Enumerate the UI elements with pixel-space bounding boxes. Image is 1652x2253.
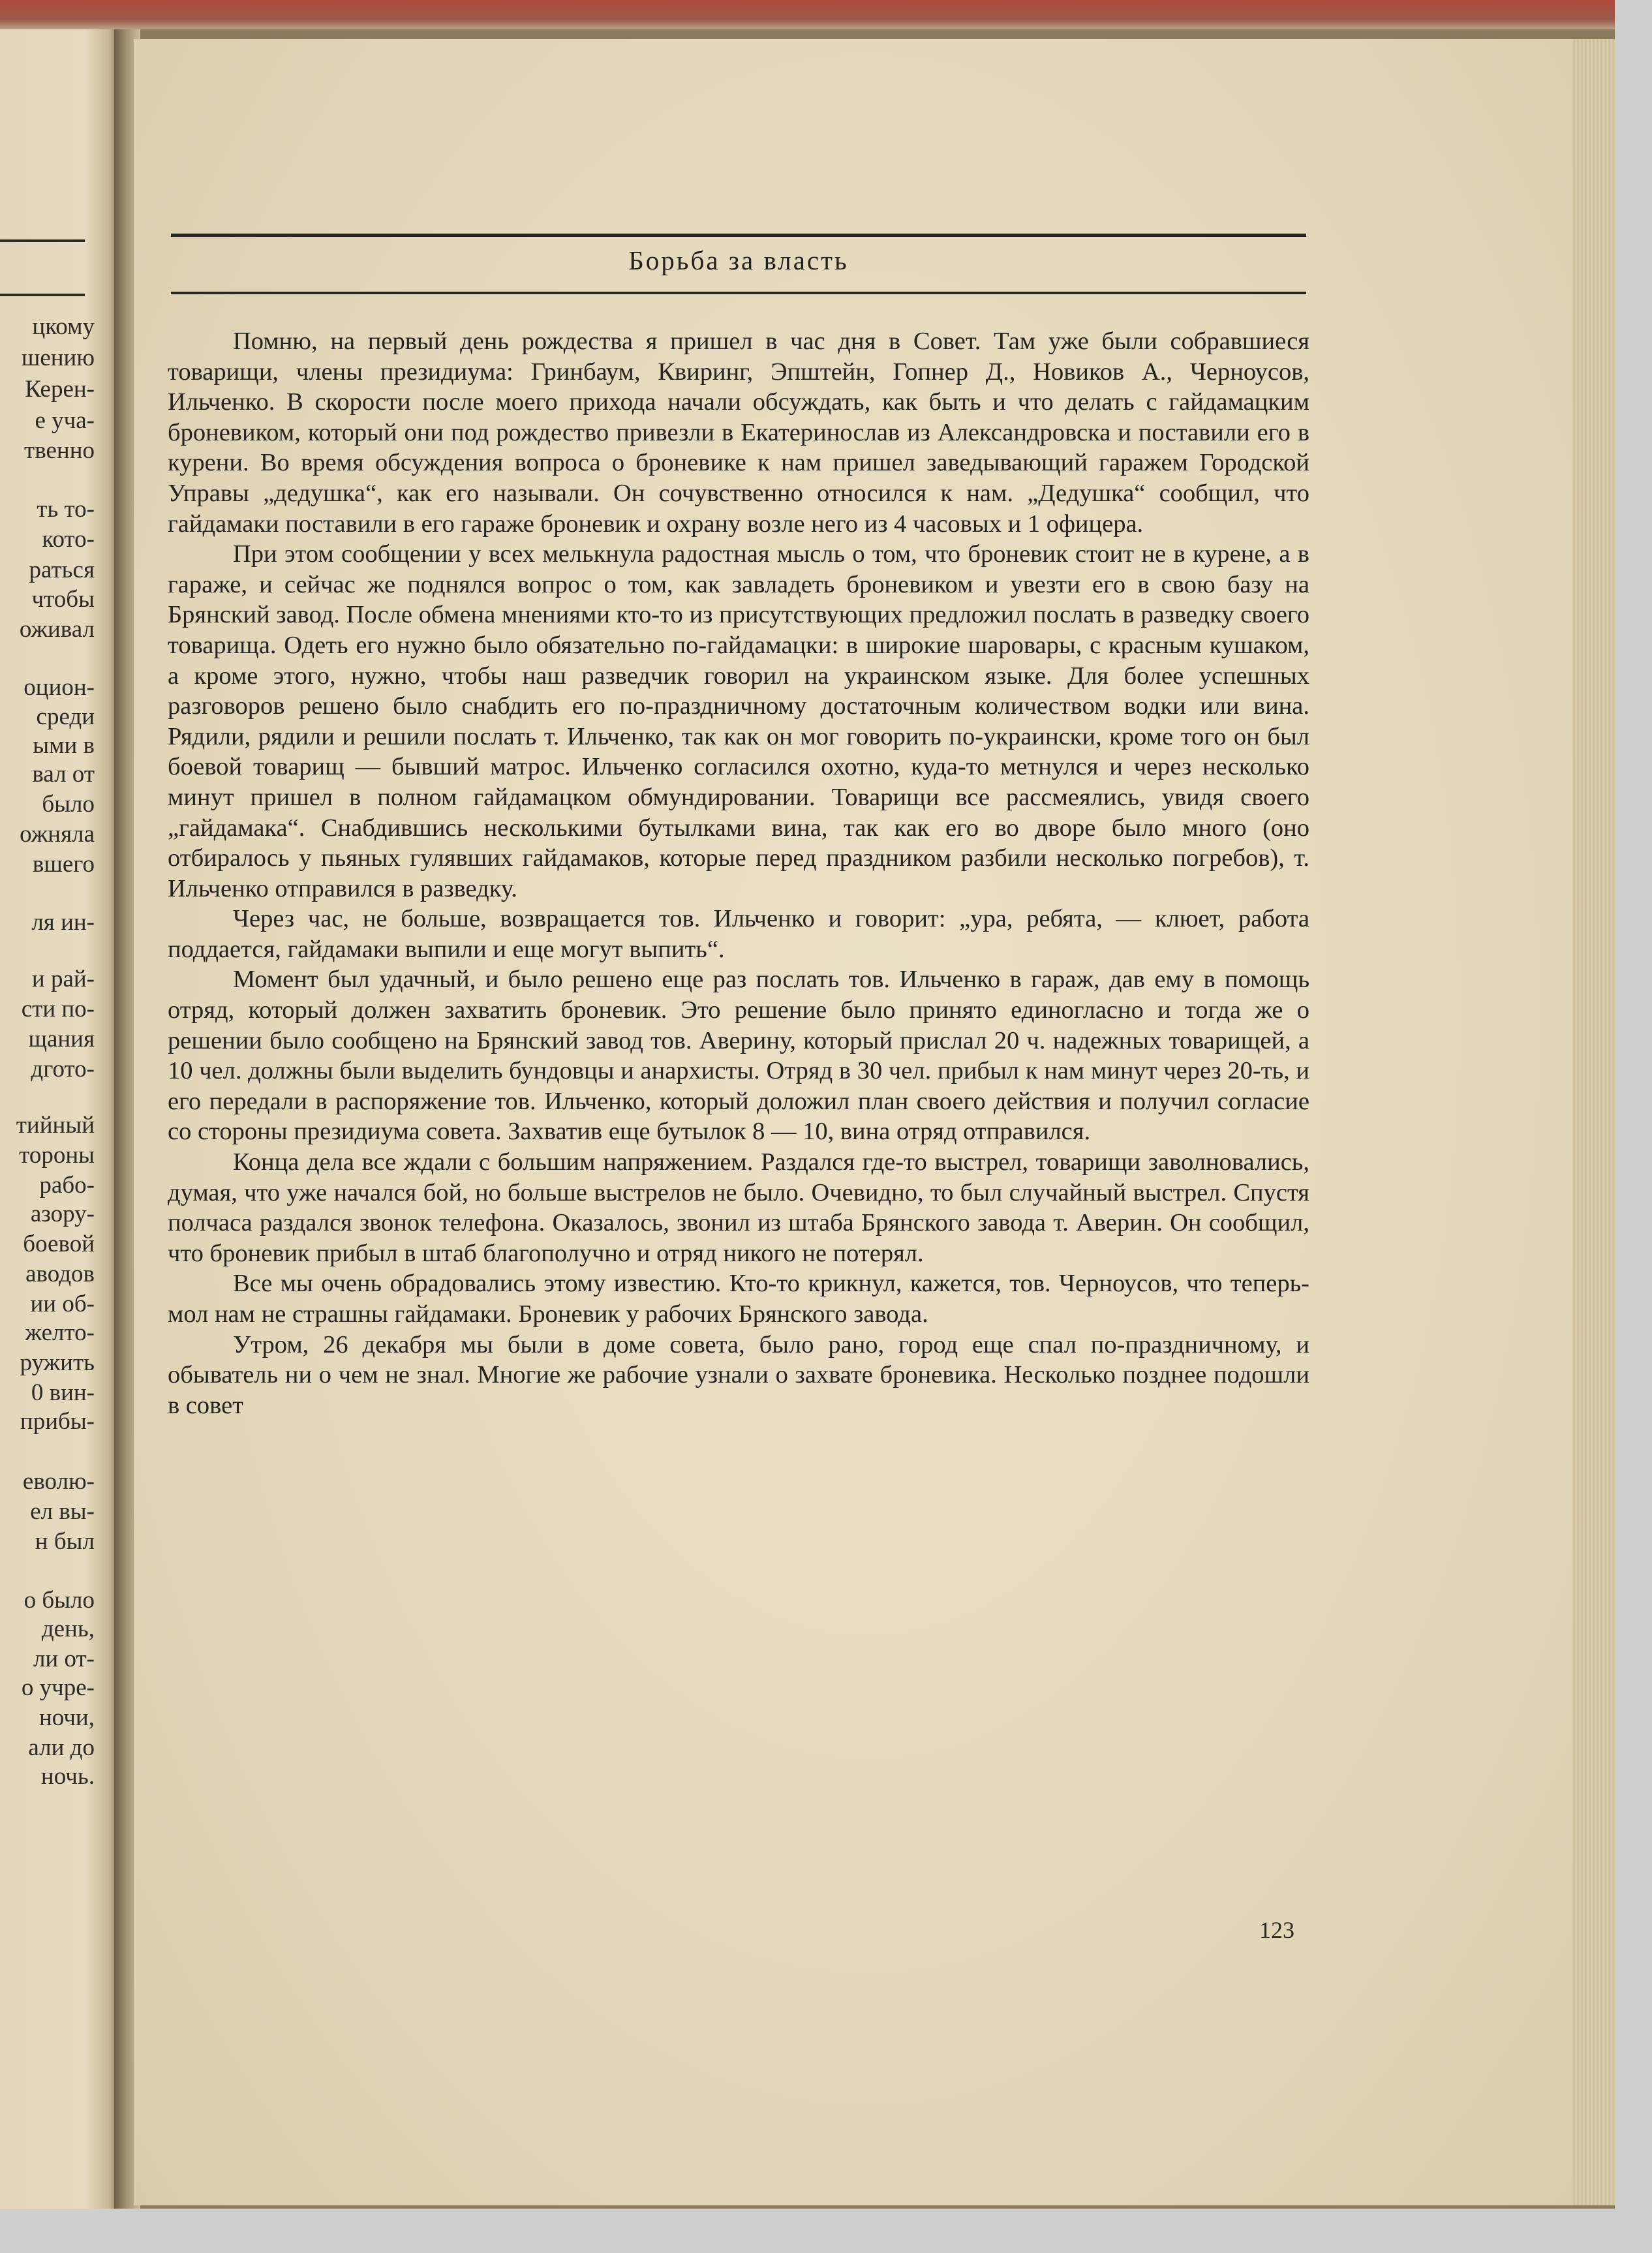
page-edges bbox=[1572, 39, 1615, 2205]
left-page-fragment: али до bbox=[28, 1734, 95, 1761]
left-page-fragment: щания bbox=[28, 1026, 95, 1052]
book-edge-top bbox=[0, 0, 1615, 33]
left-page-fragment: тийный bbox=[16, 1112, 95, 1139]
left-page-fragment: цкому bbox=[32, 313, 95, 340]
left-page-fragment: оцион- bbox=[23, 674, 95, 701]
left-page-fragment: Керен- bbox=[25, 376, 95, 403]
left-page-fragment: прибы- bbox=[20, 1408, 95, 1435]
left-page-fragment: вшего bbox=[32, 851, 95, 878]
left-page-fragment: о было bbox=[23, 1587, 95, 1614]
left-page-fragment: ли от- bbox=[33, 1646, 95, 1672]
paragraph: При этом сообщении у всех мелькнула радостная мысль о том, что броневик стоит не в курене, а в гараже, и сейчас же поднялся вопрос о том, как завладеть броневиком и увезти его в свою базу на Брянский завод. После обмена мнениями кто-то из присутствующих предложил послать в разведку своего товарища. Одеть его нужно было обязательно по-гайдамацки: в широкие шаровары, с красным кушаком, а кроме этого, нужно, чтобы наш разведчик говорил на украинском языке. Для более успешных разговоров решено было снабдить его по-праздничному достаточным количеством водки или вина. Рядили, рядили и решили послать т. Ильченко, так как он мог говорить по-украински, кроме того он был боевой товарищ — бывший матрос. Ильченко согласился охотно, куда-то метнулся и через несколько минут пришел в полном гайдамацком обмундировании. Товарищи все рассмеялись, увидя своего „гайдамака“. Снабдившись несколькими бутылками вина, так как его во дворе было много (оно отбиралось у пьяных гулявших гайдамаков, которые перед праздником разбили несколько погребов), т. Ильченко отправился в разведку. bbox=[168, 540, 1309, 902]
paragraph: Через час, не больше, возвращается тов. Ильченко и говорит: „ура, ребята, — клюет, работа поддается, гайдамаки выпили и еще могут выпить“. bbox=[168, 905, 1309, 963]
left-page-fragment: ночь. bbox=[40, 1763, 95, 1790]
left-page-fragment: ел вы- bbox=[30, 1498, 95, 1525]
page-number: 123 bbox=[1259, 1917, 1294, 1943]
left-page-fragment: рабо- bbox=[39, 1172, 95, 1199]
left-page-fragment: твенно bbox=[24, 437, 95, 464]
header-rule-bottom bbox=[171, 292, 1306, 294]
left-page-rule bbox=[0, 239, 85, 242]
left-page-fragment: сти по- bbox=[21, 996, 95, 1022]
left-page-fragment: раться bbox=[29, 557, 95, 583]
left-page-fragment: было bbox=[42, 791, 95, 818]
left-page-fragment: ть то- bbox=[37, 496, 95, 523]
left-page-fragment: 0 вин- bbox=[31, 1379, 95, 1406]
body-text bbox=[168, 326, 1309, 1420]
left-page-fragment: азору- bbox=[30, 1201, 95, 1227]
left-page-fragment: о учре- bbox=[21, 1674, 95, 1701]
scan-background bbox=[0, 2209, 1652, 2253]
left-page-fragment: е уча- bbox=[35, 407, 95, 434]
running-head: Борьба за власть bbox=[628, 245, 849, 275]
left-page-fragment: кото- bbox=[42, 526, 95, 553]
paragraph: Конца дела все ждали с большим напряжением. Раздался где-то выстрел, товарищи заволновались, думая, что уже начался бой, но больше выстрелов не было. Очевидно, то был случайный выстрел. Спустя полчаса раздался звонок телефона. Оказалось, звонил из штаба Брянского завода т. Аверин. Он сообщил, что броневик прибыл в штаб благополучно и отряд никого не потерял. bbox=[168, 1148, 1309, 1267]
paragraph: Помню, на первый день рождества я пришел в час дня в Совет. Там уже были собравшиеся товарищи, члены президиума: Гринбаум, Квиринг, Эпштейн, Гопнер Д., Новиков А., Черноусов, Ильченко. В скорости после моего прихода начали обсуждать, как быть и что делать с гайдамацким броневиком, который они под рождество привезли в Екатеринослав из Александровска и поставили его в курени. Во время обсуждения вопроса о броневике к нам пришел заведывающий гаражем Городской Управы „дедушка“, как его называли. Он сочувственно относился к нам. „Дедушка“ сообщил, что гайдамаки поставили в его гараже броневик и охрану возле него из 4 часовых и 1 офицера. bbox=[168, 328, 1309, 538]
left-page-fragment: шению bbox=[21, 345, 95, 371]
left-page-fragment: ночи, bbox=[38, 1704, 95, 1731]
left-page bbox=[0, 29, 121, 2209]
left-page-fragment: чтобы bbox=[31, 586, 95, 613]
paragraph: Утром, 26 декабря мы были в доме совета, было рано, город еще спал по-праздничному, и обыватель ни о чем не знал. Многие же рабочие узнали о захвате броневика. Несколько позднее подошли в совет bbox=[168, 1330, 1309, 1419]
left-page-fragment: дгото- bbox=[31, 1056, 95, 1082]
left-page-fragment: ружить bbox=[20, 1349, 95, 1376]
left-page-fragment: и рай- bbox=[31, 966, 95, 992]
left-page-fragment: ии об- bbox=[30, 1291, 95, 1317]
paragraph: Момент был удачный, и было решено еще раз послать тов. Ильченко в гараж, дав ему в помощь отряд, который должен захватить броневик. Это решение было принято единогласно и тогда же о решении было сообщено на Брянский завод тов. Аверину, который прислал 20 ч. надежных товарищей, а 10 чел. должны были выделить бундовцы и анархисты. Отряд в 30 чел. прибыл к нам минут через 20-ть, и его передали в распоряжение тов. Ильченко, который доложил план своего действия и получил согласие со стороны президиума совета. Захватив еще бутылок 8 — 10, вина отряд отправился. bbox=[168, 966, 1309, 1146]
paragraph: Все мы очень обрадовались этому известию. Кто-то крикнул, кажется, тов. Черноусов, что теперь-мол нам не страшны гайдамаки. Броневик у рабочих Брянского завода. bbox=[168, 1270, 1309, 1328]
left-page-fragment: желто- bbox=[25, 1319, 95, 1346]
left-page-fragment: день, bbox=[41, 1616, 95, 1642]
left-page-fragment: боевой bbox=[23, 1231, 95, 1257]
left-page-fragment: ыми в bbox=[33, 732, 95, 759]
left-page-fragment: еволю- bbox=[22, 1468, 95, 1495]
left-page-fragment: оживал bbox=[19, 616, 95, 643]
left-page-fragment: вал от bbox=[32, 761, 95, 788]
left-page-fragment: тороны bbox=[19, 1142, 95, 1169]
left-page-rule bbox=[0, 294, 85, 296]
header-rule-top bbox=[171, 234, 1306, 237]
left-page-fragment: среди bbox=[36, 703, 95, 730]
left-page-fragment: н был bbox=[35, 1528, 95, 1555]
left-page-fragment: аводов bbox=[25, 1261, 95, 1287]
left-page-fragment: ожняла bbox=[20, 821, 95, 848]
left-page-fragment: ля ин- bbox=[31, 909, 95, 936]
